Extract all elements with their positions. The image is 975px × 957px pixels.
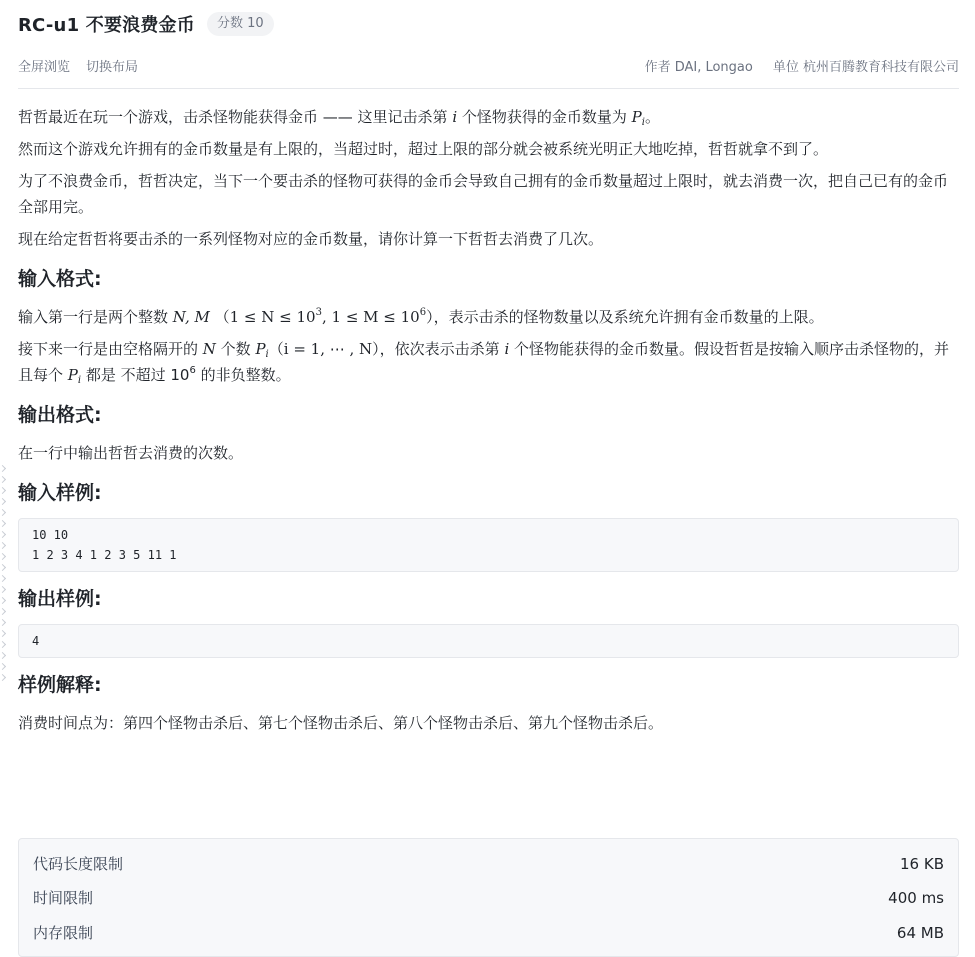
input-line-1: 输入第一行是两个整数 N, M （$1 \le N \le 10^3$, $1 \le M \le 10^6$），表示击杀的怪物数量以及系统允许拥有金币数量的上限。 <box>18 307 824 326</box>
unit-info: 单位 杭州百腾教育科技有限公司 <box>772 60 959 75</box>
memory-limit: 内存限制 64 MB <box>33 924 944 942</box>
limits-panel <box>18 838 959 957</box>
switch-layout-button[interactable]: 切换布局 <box>86 60 139 75</box>
sample-explain-text: 消费时间点为：第四个怪物击杀后、第七个怪物击杀后、第八个怪物击杀后、第九个怪物击杀后。 <box>18 714 664 732</box>
sample-output-code[interactable]: 4 <box>18 624 959 658</box>
author-info: 作者 DAI, Longao <box>644 60 753 75</box>
paragraph-limit: 然而这个游戏允许拥有的金币数量是有上限的，当超过时，超过上限的部分就会被系统光明正大地吃掉，哲哲就拿不到了。 <box>18 140 829 158</box>
sample-explain-heading: 样例解释: <box>18 674 102 696</box>
paragraph-strategy: 为了不浪费金币，哲哲决定，当下一个要击杀的怪物可获得的金币会导致自己拥有的金币数量超过上限时，就去消费一次，把自己已有的金币全部用完。 <box>18 172 949 216</box>
time-limit: 时间限制 400 ms <box>33 889 944 907</box>
paragraph-task: 现在给定哲哲将要击杀的一系列怪物对应的金币数量，请你计算一下哲哲去消费了几次。 <box>18 230 604 248</box>
title-row <box>18 10 274 38</box>
fullscreen-button[interactable]: 全屏浏览 <box>18 60 71 75</box>
sample-input-code[interactable]: 10 10 1 2 3 4 1 2 3 5 11 1 <box>18 518 959 572</box>
sample-input-heading: 输入样例: <box>18 482 102 504</box>
problem-description <box>18 104 959 742</box>
output-format-heading: 输出格式: <box>18 404 102 426</box>
code-length-limit: 代码长度限制 16 KB <box>33 855 944 873</box>
problem-title: RC-u1 不要浪费金币 <box>18 15 195 36</box>
resize-handle[interactable] <box>0 460 6 690</box>
output-line: 在一行中输出哲哲去消费的次数。 <box>18 444 244 462</box>
divider <box>18 88 959 89</box>
toolbar <box>18 56 959 76</box>
input-line-2: 接下来一行是由空格隔开的 N 个数 $P_i(i = 1$, ⋯ , N），依次表示击杀第 i 个怪物能获得的金币数量。假设哲哲是按输入顺序击杀怪物的，并且每个 $P_i$ 都是 不超过 $10^6$ 的非负整数。 <box>18 340 950 386</box>
score-badge: 分数 10 <box>207 12 274 36</box>
sample-output-heading: 输出样例: <box>18 588 102 610</box>
input-format-heading: 输入格式: <box>18 268 102 290</box>
paragraph-intro: 哲哲最近在玩一个游戏，击杀怪物能获得金币 —— 这里记击杀第 i 个怪物获得的金币数量为 $P_i$。 <box>18 108 660 128</box>
